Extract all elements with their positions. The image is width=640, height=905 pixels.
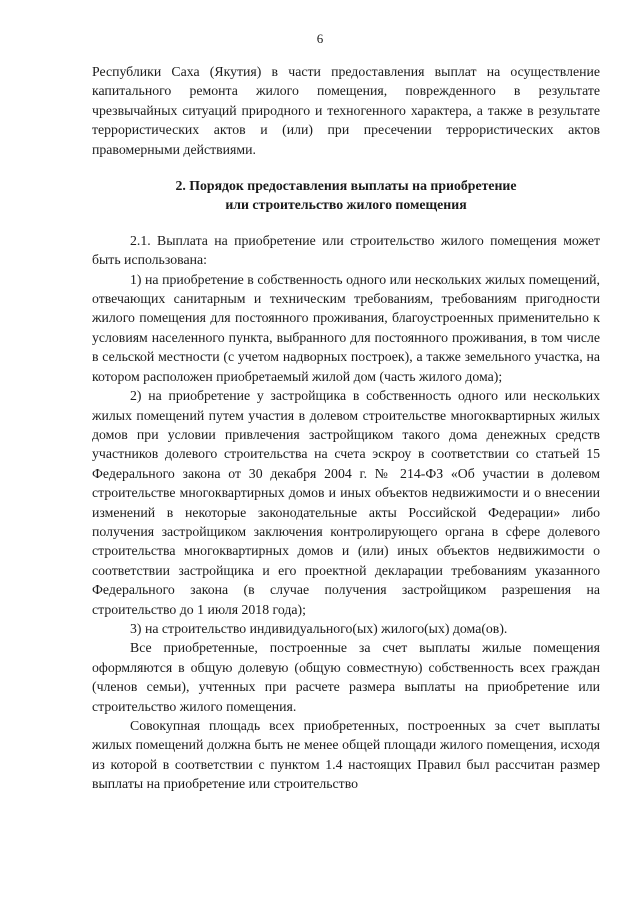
section-heading-line-2: или строительство жилого помещения [225,197,467,213]
paragraph-item-3: 3) на строительство индивидуального(ых) жилого(ых) дома(ов). [130,620,508,636]
section-heading [92,176,600,215]
paragraph-2-1: 2.1. Выплата на приобретение или строительство жилого помещения может быть использована: [92,232,600,268]
page-number: 6 [316,31,324,46]
paragraph-total-area: Совокупная площадь всех приобретенных, построенных за счет выплаты жилых помещений должна быть не менее общей площади жилого помещения, исходя из которой в соответствии с пунктом 1.4 настоящих Правил был рассчитан размер выплаты на приобретение или строительство [92,718,600,792]
paragraph-ownership: Все приобретенные, построенные за счет выплаты жилые помещения оформляются в общую долевую (общую совместную) собственность всех граждан (членов семьи), учтенных при расчете размера выплаты на приобретение или строительство жилого помещения. [92,640,600,714]
intro-paragraph: Республики Саха (Якутия) в части предоставления выплат на осуществление капитального ремонта жилого помещения, поврежденного в результате чрезвычайных ситуаций природного и техногенного характера, а также в результате террористических актов и (или) при пресечении террористических актов правомерными действиями. [92,64,600,157]
section-heading-line-1: 2. Порядок предоставления выплаты на приобретение [175,178,517,194]
document-body [92,62,600,794]
paragraph-item-1: 1) на приобретение в собственность одного или нескольких жилых помещений, отвечающих санитарным и техническим требованиям, требованиям пригодности жилого помещения для постоянного проживания, благоустроенных применительно к условиям населенного пункта, выбранного для постоянного проживания, в том числе в сельской местности (с учетом надворных построек), а также земельного участка, на котором расположен приобретаемый жилой дом (часть жилого дома); [92,271,600,384]
paragraph-item-2: 2) на приобретение у застройщика в собственность одного или нескольких жилых помещений путем участия в долевом строительстве многоквартирных жилых домов при условии привлечения застройщиком такого дома денежных средств участников долевого строительства на счета эскроу в соответствии со статьей 15 Федерального закона от 30 декабря 2004 г. № 214-ФЗ «Об участии в долевом строительстве многоквартирных домов и иных объектов недвижимости и о внесении изменений в некоторые законодательные акты Российской Федерации» либо получения застройщиком заключения контролирующего органа в сфере долевого строительства многоквартирных домов и (или) иных объектов недвижимости о соответствии застройщика и его проектной декларации требованиям указанного Федерального закона (в случае получения застройщиком разрешения на строительство до 1 июля 2018 года); [92,388,600,617]
